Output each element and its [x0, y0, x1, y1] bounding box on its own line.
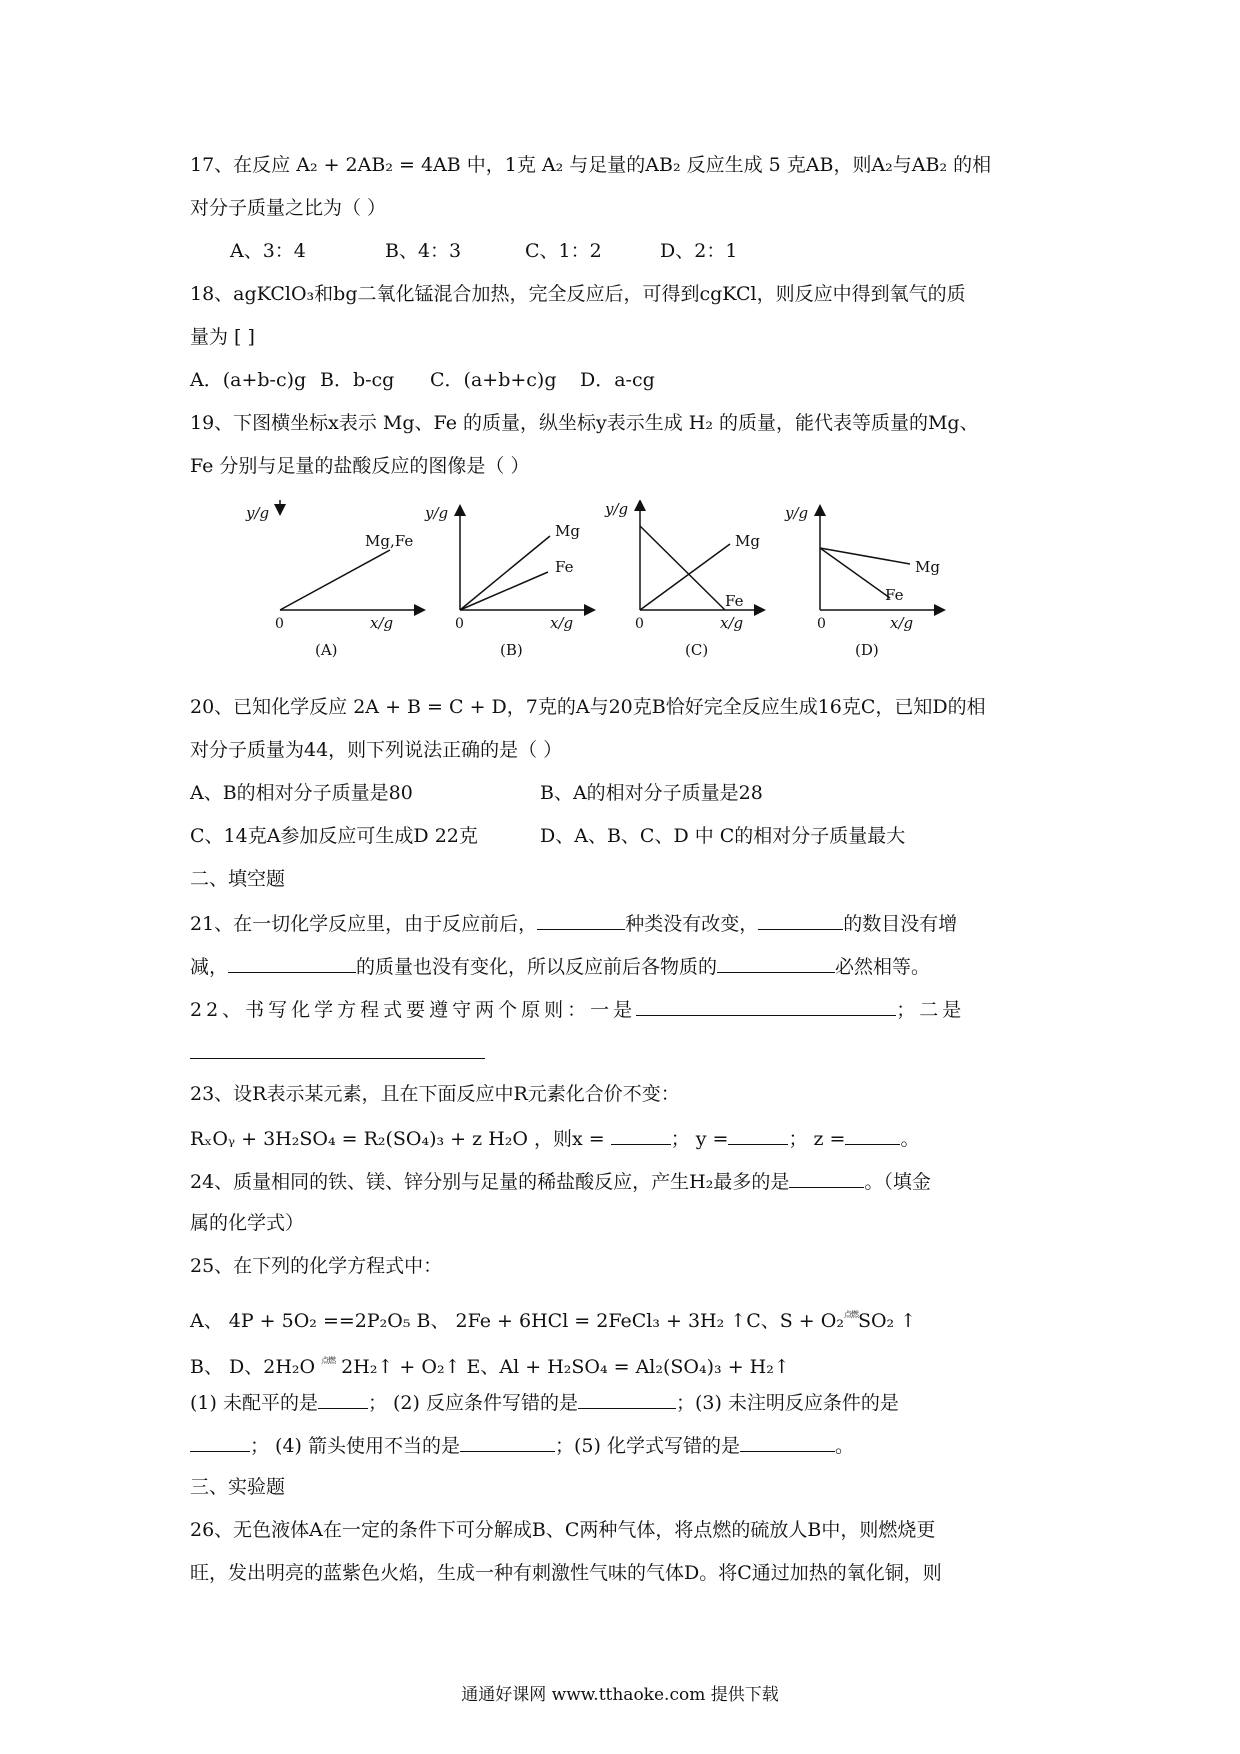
q25-part5: ；(5) 化学式写错的是 [555, 1435, 740, 1457]
q22-line2 [190, 1038, 485, 1066]
section-2-heading: 二、填空题 [190, 868, 286, 890]
q25-row2-tail: 2H₂↑ + O₂↑ E、Al + H₂SO₄ = Al₂(SO₄)₃ + H₂↑ [335, 1356, 790, 1378]
graph-a-ylabel: y/g [246, 504, 270, 522]
graph-c-origin: 0 [635, 616, 644, 632]
q25-part6: 。 [834, 1435, 854, 1457]
q23-line1: 23、设R表示某元素，且在下面反应中R元素化合价不变： [190, 1083, 680, 1105]
graph-c-label-fe: Fe [725, 592, 744, 610]
q25-condition-2: 点燃 [321, 1356, 336, 1365]
q20-options-row1 [190, 780, 763, 806]
q24-blank[interactable] [789, 1167, 864, 1188]
q25-part1: (1) 未配平的是 [190, 1392, 318, 1414]
q19-line2: Fe 分别与足量的盐酸反应的图像是（ ） [190, 455, 530, 477]
q23-blank-x[interactable] [611, 1124, 671, 1145]
q21-line1 [190, 909, 957, 937]
q17-options [230, 238, 737, 264]
q21-text-a: 21、在一切化学反应里，由于反应前后， [190, 913, 538, 935]
page-footer: 通通好课网 www.tthaoke.com 提供下载 [461, 1685, 779, 1705]
q17-option-c: C、1：2 [525, 240, 602, 262]
q21-blank-3[interactable] [228, 952, 356, 973]
graph-b-line-fe [460, 572, 548, 610]
graph-c-line-fe [640, 526, 725, 610]
q18-line2: 量为 [ ] [190, 326, 255, 348]
graph-b-ylabel: y/g [425, 504, 449, 522]
graph-a-xlabel: x/g [370, 614, 394, 632]
graph-d-caption: (D) [855, 641, 879, 659]
q20-line1: 20、已知化学反应 2A + B = C + D，7克的A与20克B恰好完全反应生成16克C，已知D的相 [190, 696, 986, 718]
q20-line2: 对分子质量为44，则下列说法正确的是（ ） [190, 739, 563, 761]
graph-c-xlabel: x/g [720, 614, 744, 632]
q25-blank-4[interactable] [460, 1431, 555, 1452]
q17-line1: 17、在反应 A₂ + 2AB₂ = 4AB 中，1克 A₂ 与足量的AB₂ 反应生成 5 克AB，则A₂与AB₂ 的相 [190, 154, 992, 176]
q25-blank-3[interactable] [190, 1431, 250, 1452]
q25-part3: ；(3) 未注明反应条件的是 [675, 1392, 899, 1414]
graph-a-line-mgfe [280, 550, 390, 610]
q19-graphs [220, 500, 980, 680]
graph-c-caption: (C) [685, 641, 709, 659]
q23-text-c: ； z = [788, 1128, 846, 1150]
q25-part2: ； (2) 反应条件写错的是 [367, 1392, 578, 1414]
graph-d-line-fe [820, 548, 890, 598]
q25-answers-line1 [190, 1388, 899, 1416]
q23-text-b: ； y = [670, 1128, 729, 1150]
q24-line2: 属的化学式） [190, 1212, 305, 1234]
q24-line1 [190, 1167, 931, 1195]
q20-option-c: C、14克A参加反应可生成D 22克 [190, 825, 478, 847]
graph-b-label-fe: Fe [555, 558, 574, 576]
q18-option-a: A．(a+b-c)g [190, 369, 307, 391]
q21-blank-4[interactable] [717, 952, 835, 973]
q18-option-d: D．a-cg [580, 369, 655, 391]
graph-b-label-mg: Mg [555, 522, 580, 540]
q26-line2: 旺，发出明亮的蓝紫色火焰，生成一种有刺激性气味的气体D。将C通过加热的氧化铜，则 [190, 1562, 942, 1584]
q22-text-b: ；二是 [896, 999, 966, 1021]
q25-blank-2[interactable] [578, 1388, 676, 1409]
q18-option-c: C．(a+b+c)g [430, 369, 557, 391]
q26-line1: 26、无色液体A在一定的条件下可分解成B、C两种气体，将点燃的硫放人B中，则燃烧更 [190, 1519, 936, 1541]
q19-line1: 19、下图横坐标x表示 Mg、Fe 的质量，纵坐标y表示生成 H₂ 的质量，能代表等质量的Mg、 [190, 412, 979, 434]
graph-c-label-mg: Mg [735, 532, 760, 550]
graph-d-label-mg: Mg [915, 558, 940, 576]
graph-d-label-fe: Fe [885, 586, 904, 604]
q24-text-a: 24、质量相同的铁、镁、锌分别与足量的稀盐酸反应，产生H₂最多的是 [190, 1171, 790, 1193]
q21-text-e: 的质量也没有变化，所以反应前后各物质的 [356, 956, 718, 978]
graph-b-origin: 0 [455, 616, 464, 632]
q25-condition-1: 点燃 [843, 1310, 858, 1319]
q25-row1 [190, 1302, 916, 1334]
q21-text-f: 必然相等。 [835, 956, 931, 978]
q20-option-a: A、B的相对分子质量是80 [190, 782, 413, 804]
graph-b [424, 504, 590, 659]
q17-line2: 对分子质量之比为（ ） [190, 197, 387, 219]
q18-option-b: B．b-cg [320, 369, 395, 391]
q20-option-d: D、A、B、C、D 中 C的相对分子质量最大 [540, 825, 906, 847]
q25-blank-5[interactable] [740, 1431, 835, 1452]
q20-options-row2 [190, 823, 905, 849]
q21-text-d: 减， [190, 956, 229, 978]
graph-a-label-mgfe: Mg,Fe [365, 532, 414, 550]
q25-row1-text: A、 4P + 5O₂ ==2P₂O₅ B、 2Fe + 6HCl = 2FeCl₃ + 3H₂ ↑C、S + O₂ [190, 1310, 844, 1332]
q20-option-b: B、A的相对分子质量是28 [540, 782, 763, 804]
graph-d [784, 504, 940, 659]
q18-options [190, 367, 655, 393]
graph-d-line-mg [820, 548, 910, 564]
graph-b-xlabel: x/g [550, 614, 574, 632]
q25-part4: ； (4) 箭头使用不当的是 [250, 1435, 460, 1457]
q22-line1 [190, 995, 965, 1023]
q21-text-c: 的数目没有增 [843, 913, 958, 935]
q21-blank-2[interactable] [758, 909, 843, 930]
q23-blank-y[interactable] [728, 1124, 788, 1145]
graph-d-ylabel: y/g [785, 504, 809, 522]
q25-title: 25、在下列的化学方程式中： [190, 1255, 443, 1277]
q23-line2 [190, 1124, 919, 1152]
q22-blank-2[interactable] [190, 1038, 485, 1059]
graph-a-origin: 0 [275, 616, 284, 632]
q21-line2 [190, 952, 930, 980]
q17-option-d: D、2：1 [660, 240, 738, 262]
graph-d-xlabel: x/g [890, 614, 914, 632]
q19-graphs-svg [220, 500, 980, 680]
q25-blank-1[interactable] [318, 1388, 368, 1409]
q17-option-b: B、4：3 [385, 240, 462, 262]
q25-answers-line2 [190, 1431, 854, 1459]
graph-a [245, 500, 420, 659]
q22-text-a: 22、书写化学方程式要遵守两个原则：一是 [190, 999, 637, 1021]
q23-blank-z[interactable] [845, 1124, 900, 1145]
section-3-heading: 三、实验题 [190, 1476, 286, 1498]
q24-text-b: 。（填金 [864, 1171, 931, 1193]
graph-c-ylabel: y/g [605, 500, 629, 518]
q23-text-a: RₓOᵧ + 3H₂SO₄ = R₂(SO₄)₃ + z H₂O ，则x = [190, 1128, 611, 1150]
graph-c-line-mg [640, 544, 730, 610]
graph-b-line-mg [460, 536, 550, 610]
q21-text-b: 种类没有改变， [625, 913, 759, 935]
graph-a-caption: (A) [315, 641, 338, 659]
q25-row2 [190, 1348, 790, 1380]
q17-option-a: A、3：4 [230, 240, 306, 262]
q25-row2-text: B、 D、2H₂O [190, 1356, 322, 1378]
graph-b-caption: (B) [500, 641, 523, 659]
q21-blank-1[interactable] [537, 909, 625, 930]
q23-text-d: 。 [900, 1128, 920, 1150]
graph-d-origin: 0 [817, 616, 826, 632]
graph-c [604, 500, 760, 659]
q18-line1: 18、agKClO₃和bg二氧化锰混合加热，完全反应后，可得到cgKCl，则反应中得到氧气的质 [190, 283, 966, 305]
q22-blank-1[interactable] [636, 995, 896, 1016]
q25-row1-tail: SO₂ ↑ [857, 1310, 917, 1332]
